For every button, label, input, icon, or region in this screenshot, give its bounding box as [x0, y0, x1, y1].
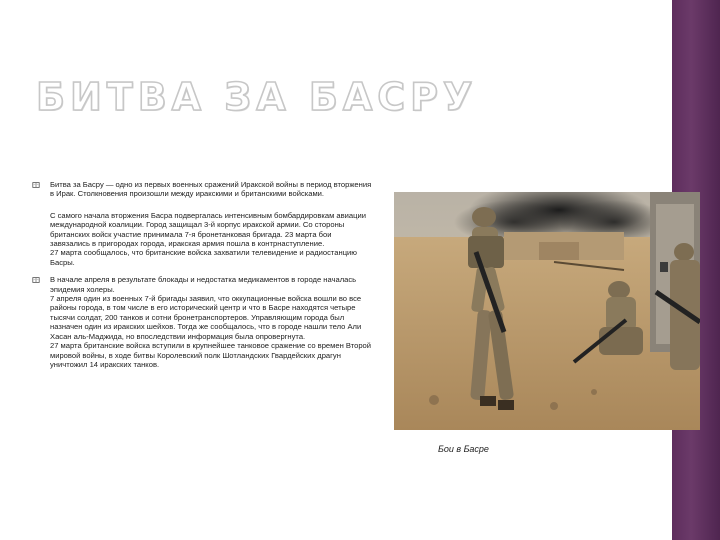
slide-body	[32, 180, 372, 369]
paragraph-tv-capture: 27 марта сообщалось, что британские войска захватили телевидение и радиостанцию Басры.	[50, 248, 357, 267]
bullet-item	[32, 180, 372, 199]
paragraph-tank-battle: 27 марта британские войска вступили в крупнейшее танковое сражение со времен Второй мировой войны, в ходе битвы Королевский полк Шотландских Гвардейских драгун уничтожил 14 иракских танков.	[50, 341, 372, 369]
plain-paragraph-block	[32, 211, 372, 267]
battle-photo	[394, 192, 700, 430]
book-bullet-icon	[32, 181, 40, 189]
photo-caption: Бои в Басре	[438, 444, 489, 454]
paragraph-cholera: В начале апреля в результате блокады и недостатка медикаментов в городе началась эпидемия холеры.	[50, 275, 357, 294]
paragraph-bombing: С самого начала вторжения Басра подвергалась интенсивным бомбардировкам авиации международной коалиции. Город защищал 3-й корпус иракской армии. Со стороны британских войск участие принимала 7-я бронетанковая бригада. 23 марта бои завязались в пригородах города, иракская армия пошла в контрнаступление.	[50, 210, 366, 249]
bullet-item	[32, 275, 372, 369]
book-bullet-icon	[32, 276, 40, 284]
slide-title: БИТВА ЗА БАСРУ	[36, 75, 478, 119]
battle-photo-illustration	[394, 192, 700, 430]
paragraph-april-7: 7 апреля один из военных 7-й бригады заявил, что оккупационные войска вошли во все районы города, в том числе в его исторический центр и что в Басре находятся четыре тысячи солдат, 200 танков и сотни бронетранспортеров. Управляющим города был назначен один из иракских шейхов. Тогда же сообщалось, что в городе нашли тело Али Хасан аль-Маджида, но впоследствии информация была опровергнута.	[50, 294, 362, 341]
paragraph-intro: Битва за Басру — одно из первых военных сражений Иракской войны в период вторжения в Ирак. Столкновения произошли между иракскими и британскими войсками.	[50, 180, 372, 199]
